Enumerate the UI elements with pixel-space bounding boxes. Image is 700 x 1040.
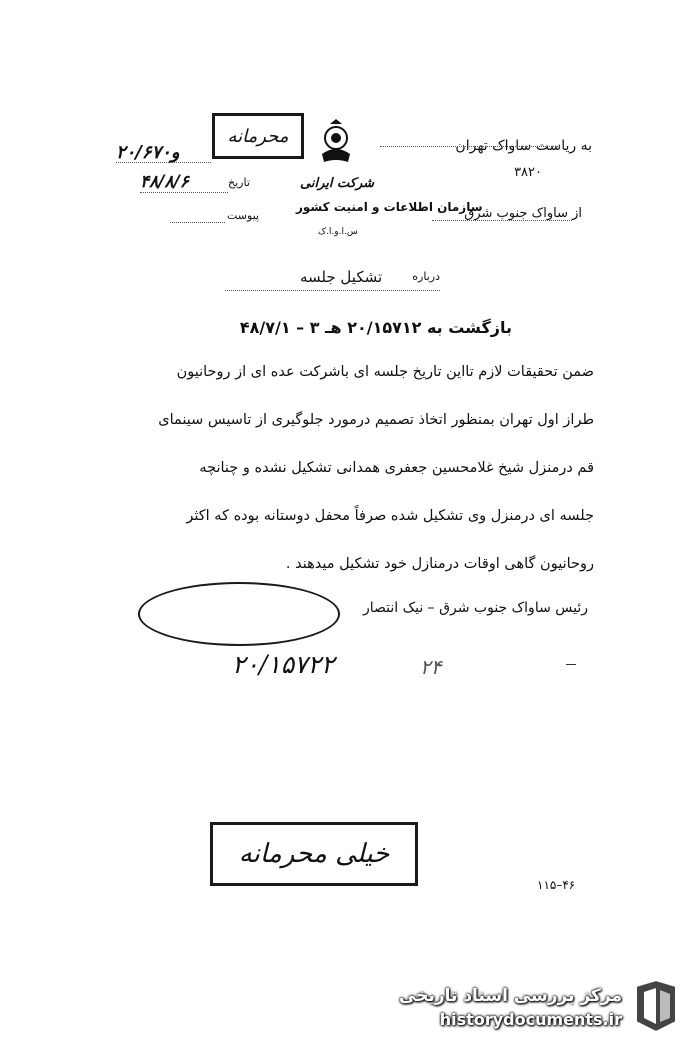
date-value: ۴۸/۸/۶ bbox=[140, 172, 189, 192]
letter-number-value: ۲۰/۶۷۰و bbox=[116, 142, 180, 163]
top-secret-stamp bbox=[210, 822, 418, 886]
date-label: تاریخ bbox=[228, 176, 250, 189]
body-line: ضمن تحقیقات لازم تااین تاریخ جلسه ای باشرکت عده ای از روحانیون bbox=[176, 364, 594, 380]
body-line: روحانیون گاهی اوقات درمنازل خود تشکیل میدهند . bbox=[285, 556, 594, 572]
org-name-line3: س.ا.و.ا.ک bbox=[318, 227, 358, 237]
body-line: طراز اول تهران بمنظور اتخاذ تصمیم درمورد جلوگیری از تاسیس سینمای bbox=[158, 412, 594, 428]
handwritten-scribble: ۲۴ bbox=[420, 655, 442, 679]
page-code: ۱۱۵–۴۶ bbox=[537, 878, 576, 892]
top-secret-stamp-label: خیلی محرمانه bbox=[238, 839, 390, 869]
dotted-line bbox=[380, 146, 560, 147]
reference-number-top: ۳۸۲۰ bbox=[514, 165, 542, 180]
recipient-line: به ریاست ساواک تهران bbox=[455, 138, 592, 154]
org-name-line2: سازمان اطلاعات و امنیت کشور bbox=[296, 200, 483, 214]
lion-and-sun-emblem-icon bbox=[312, 118, 360, 170]
handwritten-number: ۲۰/۱۵۷۲۲ bbox=[232, 650, 335, 679]
dotted-line bbox=[116, 162, 211, 163]
body-line: جلسه ای درمنزل وی تشکیل شده صرفاً محفل دوستانه بوده که اکثر bbox=[186, 508, 594, 524]
archive-logo-icon bbox=[630, 978, 682, 1034]
dotted-line bbox=[432, 220, 572, 221]
attachment-label: پیوست bbox=[227, 209, 260, 222]
dash-mark bbox=[566, 664, 576, 665]
signature-line: رئیس ساواک جنوب شرق – نیک انتصار bbox=[362, 600, 588, 616]
confidential-stamp-top-label: محرمانه bbox=[227, 125, 289, 147]
subject-value: تشکیل جلسه bbox=[300, 268, 383, 286]
org-name-line1: شرکت ایرانی bbox=[300, 176, 375, 191]
sender-line: از ساواک جنوب شرق bbox=[464, 206, 582, 221]
dotted-line bbox=[170, 222, 225, 223]
watermark-title: مرکز بررسی اسناد تاریخی bbox=[399, 986, 622, 1006]
watermark-url: historydocuments.ir bbox=[439, 1010, 622, 1029]
dotted-line bbox=[140, 192, 228, 193]
body-line: قم درمنزل شیخ غلامحسین جعفری همدانی تشکیل نشده و چنانچه bbox=[199, 460, 594, 476]
signature-circle bbox=[138, 582, 340, 646]
confidential-stamp-top bbox=[212, 113, 304, 159]
dotted-line bbox=[225, 290, 440, 291]
reference-line: بازگشت به ۲۰/۱۵۷۱۲ هـ ۳ – ۴۸/۷/۱ bbox=[239, 318, 512, 337]
subject-label: درباره bbox=[412, 270, 440, 283]
